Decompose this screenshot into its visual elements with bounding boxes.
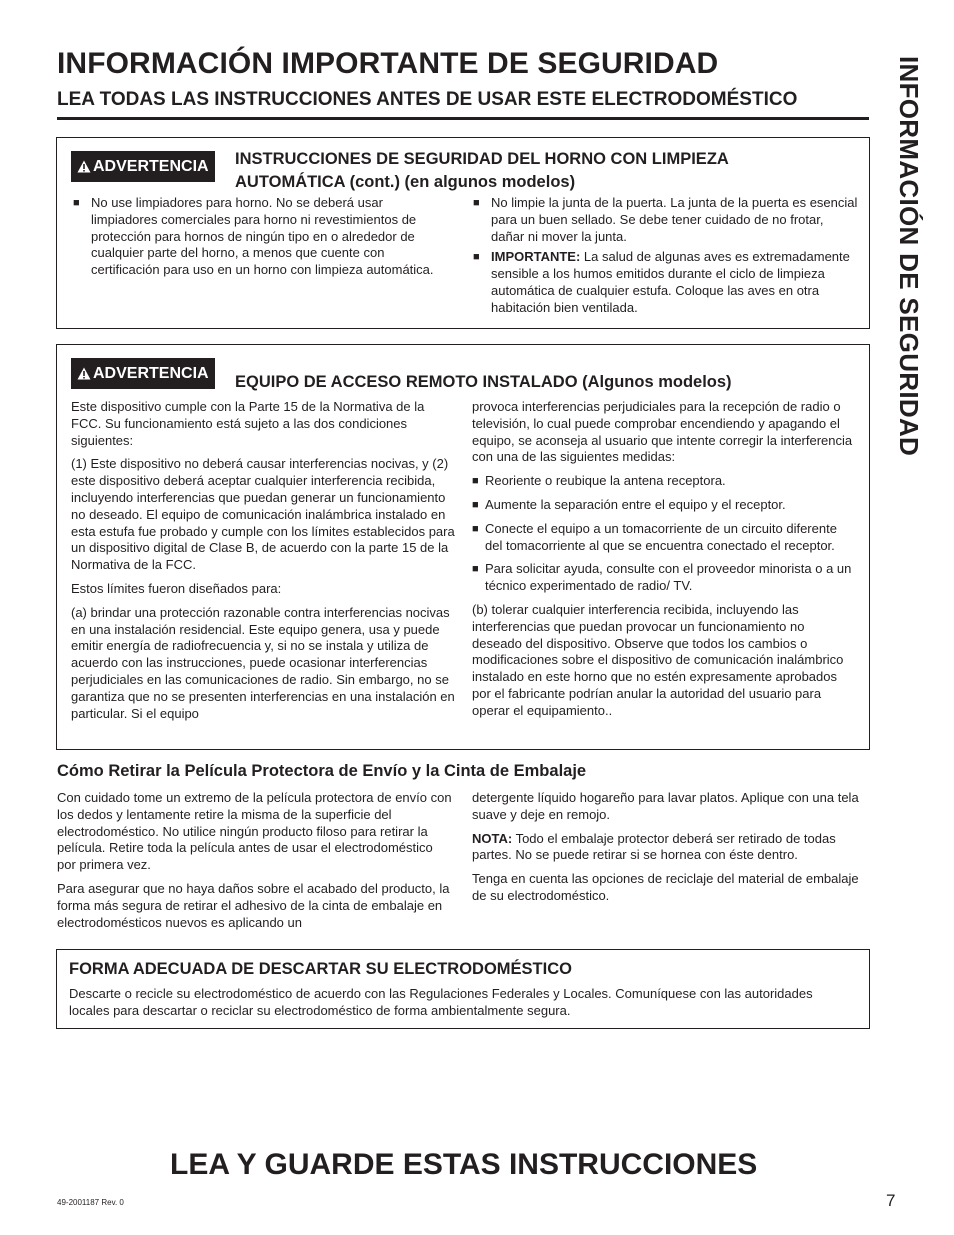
box1-left-column <box>73 195 449 283</box>
paragraph: Estos límites fueron diseñados para: <box>71 580 282 596</box>
disposal-text: Descarte o recicle su electrodoméstico de acuerdo con las Regulaciones Federales y Locales. Comuníquese con las autoridades locales para descartar o reciclar su electrodoméstico de forma ambientalmente segura. <box>69 986 813 1018</box>
bullet-square-icon: ■ <box>472 475 479 488</box>
document-number: 49-2001187 Rev. 0 <box>57 1198 124 1207</box>
list-item <box>472 473 857 490</box>
warning-triangle-icon <box>77 367 91 380</box>
list-item-text: La salud de algunas aves es extremadamente sensible a los humos emitidos durante el ciclo de limpieza automática de cualquier estufa. Coloque las aves en otra habitación bien ventilada. <box>491 249 850 315</box>
paragraph: provoca interferencias perjudiciales para la recepción de radio o televisión, lo cual puede comprobar encendiendo y apagando el equipo, se aconseja al usuario que intente corregir la interferencia con una de las siguientes medidas: <box>472 399 853 465</box>
list-item <box>472 561 857 595</box>
bullet-square-icon: ■ <box>472 498 479 511</box>
list-item-text: No limpie la junta de la puerta. La junta de la puerta es esencial para un buen sellado. Se debe tener cuidado de no frotar, dañar ni mover la junta. <box>491 195 858 244</box>
list-item <box>73 195 449 279</box>
page-title: INFORMACIÓN IMPORTANTE DE SEGURIDAD <box>57 47 719 80</box>
header-rule <box>57 117 869 120</box>
paragraph: Para asegurar que no haya daños sobre el acabado del producto, la forma más segura de retirar el adhesivo de la cinta de embalaje en electrodomésticos nuevos es aplicando un <box>57 880 450 930</box>
box-heading <box>235 148 855 194</box>
page-number: 7 <box>886 1191 896 1210</box>
box2-left-column <box>71 399 456 729</box>
disposal-box <box>56 949 870 1029</box>
page-subtitle: LEA TODAS LAS INSTRUCCIONES ANTES DE USAR ESTE ELECTRODOMÉSTICO <box>57 89 798 110</box>
box2-right-column <box>472 399 857 727</box>
warning-box-self-clean <box>56 137 870 329</box>
paragraph: (1) Este dispositivo no deberá causar interferencias nocivas, y (2) este dispositivo deberá aceptar cualquier interferencia recibida, incluyendo interferencias que puedan generar un funcionamiento no deseado. El equipo de comunicación inalámbrica instalado en esta estufa fue probado y cumple con los límites establecidos para un dispositivo digital de Clase B, de acuerdo con la parte 15 de la Normativa de la FCC. <box>71 456 455 573</box>
box-heading-line-1: INSTRUCCIONES DE SEGURIDAD DEL HORNO CON LIMPIEZA <box>235 150 729 168</box>
warning-badge <box>71 151 215 182</box>
warning-badge-label: ADVERTENCIA <box>93 365 209 382</box>
list-item-text: Conecte el equipo a un tomacorriente de un circuito diferente del tomacorriente al que se encuentra conectado el receptor. <box>485 520 837 553</box>
important-label: IMPORTANTE: <box>491 249 581 265</box>
note-label: NOTA: <box>472 830 513 846</box>
warning-box-remote-access <box>56 344 870 750</box>
section-heading-protective-film: Cómo Retirar la Película Protectora de Envío y la Cinta de Embalaje <box>57 762 587 780</box>
list-item-text: No use limpiadores para horno. No se deberá usar limpiadores comerciales para horno ni revestimientos de protección para hornos de ningún tipo en o alrededor de cualquier parte del horno, a menos que cuente con certificación para uso en un horno con limpieza automática. <box>91 195 434 278</box>
list-item-text: Reoriente o reubique la antena receptora. <box>485 473 726 489</box>
box-heading: EQUIPO DE ACCESO REMOTO INSTALADO (Algunos modelos) <box>235 373 732 391</box>
section3-left-column <box>57 790 455 938</box>
bullet-square-icon: ■ <box>73 197 80 209</box>
box-heading-line-2: AUTOMÁTICA (cont.) (en algunos modelos) <box>235 173 576 191</box>
footer-title: LEA Y GUARDE ESTAS INSTRUCCIONES <box>170 1148 758 1181</box>
list-item <box>473 195 858 245</box>
warning-badge <box>71 358 215 389</box>
list-item-text: Aumente la separación entre el equipo y el receptor. <box>485 496 786 512</box>
side-tab-label: INFORMACIÓN DE SEGURIDAD <box>894 56 924 457</box>
warning-triangle-icon <box>77 160 91 173</box>
note-text: Todo el embalaje protector deberá ser retirado de todas partes. No se puede retirar si se hornea con éste dentro. <box>472 830 836 863</box>
bullet-square-icon: ■ <box>473 251 480 264</box>
paragraph <box>472 831 872 865</box>
paragraph: Con cuidado tome un extremo de la película protectora de envío con los dedos y lentamente retire la misma de la superficie del electrodoméstico. No utilice ningún producto filoso para retirar la película. Retire toda la película antes de usar el electrodoméstico por primera vez. <box>57 790 452 873</box>
list-item <box>472 521 857 555</box>
list-item <box>473 249 858 316</box>
bullet-square-icon: ■ <box>472 522 479 535</box>
list-item-text: Para solicitar ayuda, consulte con el proveedor minorista o a un técnico experimentado de radio/ TV. <box>485 561 852 594</box>
paragraph: (a) brindar una protección razonable contra interferencias nocivas en una instalación residencial. Este equipo genera, usa y puede emitir energía de radiofrecuencia y, si no se instala y utiliza de acuerdo con las instrucciones, puede ocasionar interferencias perjudiciales en las comunicaciones de radio. Sin embargo, no se garantiza que no se presenten interferencias en una instalación en particular. Si el equipo <box>71 604 455 721</box>
warning-badge-label: ADVERTENCIA <box>93 158 209 175</box>
paragraph: Este dispositivo cumple con la Parte 15 de la Normativa de la FCC. Su funcionamiento está sujeto a las dos condiciones siguientes: <box>71 399 425 448</box>
paragraph: (b) tolerar cualquier interferencia recibida, incluyendo las interferencias que puedan provocar un funcionamiento no deseado del dispositivo. Observe que todos los cambios o modificaciones sobre el dispositivo de comunicación inalámbrico instalado en este horno que no estén expresamente aprobados por el fabricante podrían anular la autoridad del usuario para operar el equipamiento.. <box>472 601 844 718</box>
bullet-square-icon: ■ <box>472 563 479 576</box>
box-heading: FORMA ADECUADA DE DESCARTAR SU ELECTRODOMÉSTICO <box>69 960 572 978</box>
bullet-square-icon: ■ <box>473 197 480 209</box>
box1-right-column <box>473 195 858 321</box>
paragraph: detergente líquido hogareño para lavar platos. Aplique con una tela suave y deje en remojo. <box>472 790 859 822</box>
section3-right-column <box>472 790 872 912</box>
paragraph: Tenga en cuenta las opciones de reciclaje del material de embalaje de su electrodoméstico. <box>472 871 859 903</box>
list-item <box>472 497 857 514</box>
